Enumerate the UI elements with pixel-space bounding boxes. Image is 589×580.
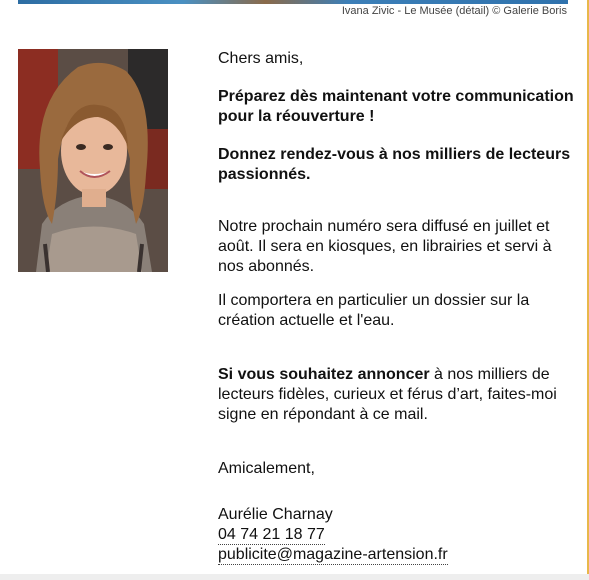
headline-reopening: Préparez dès maintenant votre communication pour la réouverture ! <box>218 88 574 125</box>
email-link[interactable]: publicite@magazine-artension.fr <box>218 546 448 563</box>
letter-body <box>218 49 578 565</box>
headline-readers: Donnez rendez-vous à nos milliers de lecteurs passionnés. <box>218 146 571 183</box>
signature-name: Aurélie Charnay <box>218 506 333 523</box>
phone-link[interactable]: 04 74 21 18 77 <box>218 526 325 543</box>
cta-bold-text: Si vous souhaitez annoncer <box>218 366 430 383</box>
signature-block <box>218 505 578 565</box>
letter-greeting: Chers amis, <box>218 50 304 67</box>
header-banner-strip <box>18 0 568 4</box>
portrait-photo <box>18 49 168 272</box>
cta-rest-text: à nos milliers de lecteurs fidèles, curieux et férus d’art, faites-moi signe en répondant à ce mail. <box>218 366 557 423</box>
paragraph-dossier: Il comportera en particulier un dossier sur la création actuelle et l'eau. <box>218 292 530 329</box>
image-credit: Ivana Zivic - Le Musée (détail) © Galerie Boris <box>341 5 567 17</box>
paragraph-next-issue: Notre prochain numéro sera diffusé en juillet et août. Il sera en kiosques, en librairies et servi à nos abonnés. <box>218 218 552 275</box>
paragraph-call-to-action <box>218 365 578 425</box>
letter-signoff: Amicalement, <box>218 460 315 477</box>
bottom-bar <box>0 574 589 580</box>
